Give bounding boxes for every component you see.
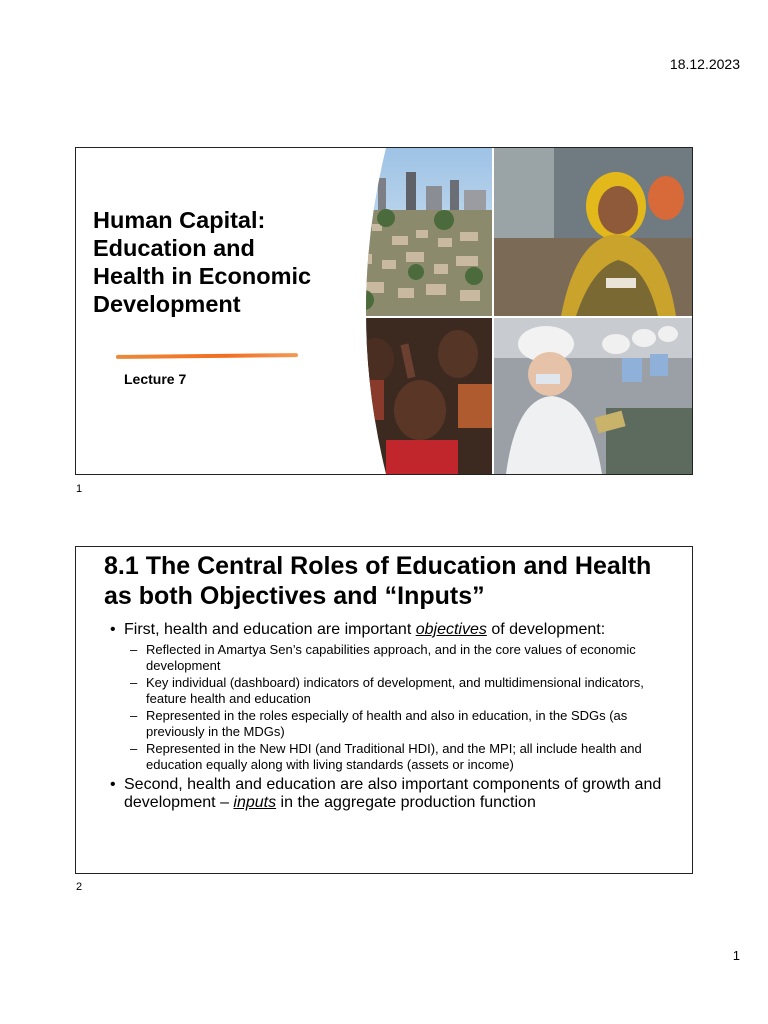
page-number: 1 (732, 948, 740, 963)
sub-bullet-item: – Key individual (dashboard) indicators of development, and multidimensional indicators, feature health and education (130, 675, 644, 706)
city-photo (346, 148, 492, 316)
sub-bullet-list (110, 642, 680, 772)
title-underline-accent (116, 353, 298, 359)
emphasis-inputs: inputs (233, 794, 277, 811)
bullet-list (110, 621, 680, 815)
woman-photo (494, 148, 692, 316)
slide-2 (75, 546, 693, 874)
sub-bullet-item: – Represented in the New HDI (and Traditional HDI), and the MPI; all include health and education equally along with living standards (assets or income) (130, 741, 642, 772)
sub-bullet-item: – Reflected in Amartya Sen’s capabilities approach, and in the core values of economic development (130, 642, 636, 673)
sub-bullet-item: – Represented in the roles especially of health and also in education, in the SDGs (as previously in the MDGs) (130, 708, 628, 739)
slide-2-title: 8.1 The Central Roles of Education and Health as both Objectives and “Inputs” (104, 552, 652, 610)
slide-1 (75, 147, 693, 475)
slide-1-subtitle: Lecture 7 (124, 371, 187, 387)
bullet-item: • Second, health and education are also important components of growth and development – inputs in the aggregate production function (110, 776, 662, 811)
slide-1-title: Human Capital: Education and Health in Economic Development (93, 207, 312, 317)
factory-photo (494, 318, 692, 474)
emphasis-objectives: objectives (415, 621, 487, 638)
slide-2-number: 2 (76, 881, 83, 893)
photo-collage (346, 148, 692, 474)
document-date: 18.12.2023 (669, 56, 740, 72)
bullet-item: • First, health and education are important objectives of development: (110, 621, 606, 638)
slide-1-number: 1 (76, 483, 83, 495)
children-photo (346, 318, 492, 474)
